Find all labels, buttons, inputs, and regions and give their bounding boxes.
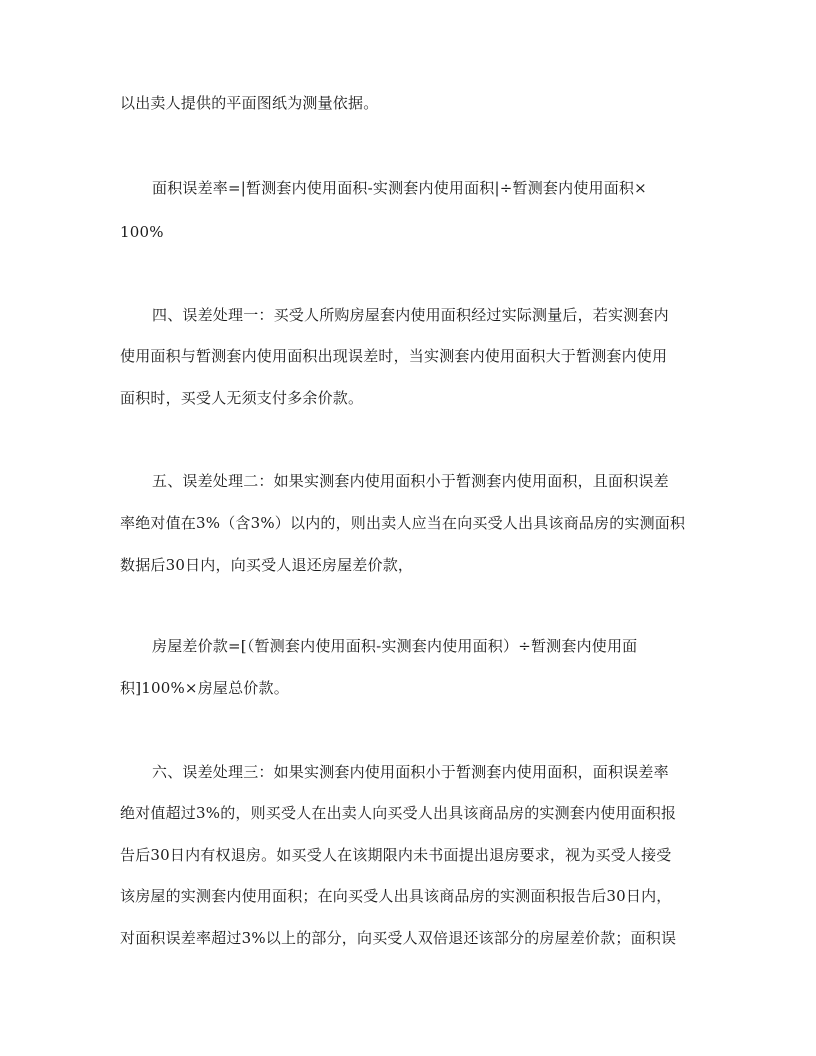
text-line: 使用面积与暂测套内使用面积出现误差时，当实测套内使用面积大于暂测套内使用	[120, 347, 668, 365]
formula-line: 面积误差率=|暂测套内使用面积-实测套内使用面积|÷暂测套内使用面积×	[152, 179, 647, 197]
text-line: 对面积误差率超过3%以上的部分，向买受人双倍退还该部分的房屋差价款；面积误	[120, 929, 677, 947]
text-line: 告后30日内有权退房。如买受人在该期限内未书面提出退房要求，视为买受人接受	[120, 846, 672, 864]
text-line: 绝对值超过3%的，则买受人在出卖人向买受人出具该商品房的实测套内使用面积报	[120, 804, 677, 822]
formula-line-continued: 积]100%×房屋总价款。	[120, 679, 289, 697]
text-line: 该房屋的实测套内使用面积；在向买受人出具该商品房的实测面积报告后30日内，	[120, 887, 672, 905]
section-five-heading-line: 五、误差处理二：如果实测套内使用面积小于暂测套内使用面积，且面积误差	[152, 472, 669, 490]
formula-line-continued: 100%	[120, 223, 164, 241]
text-line: 以出卖人提供的平面图纸为测量依据。	[120, 94, 379, 112]
text-line: 率绝对值在3%（含3%）以内的，则出卖人应当在向买受人出具该商品房的实测面积	[120, 514, 686, 532]
formula-line: 房屋差价款=[（暂测套内使用面积-实测套内使用面积）÷暂测套内使用面	[152, 637, 638, 655]
text-line: 数据后30日内，向买受人退还房屋差价款，	[120, 556, 414, 574]
text-line: 面积时，买受人无须支付多余价款。	[120, 389, 364, 407]
section-four-heading-line: 四、误差处理一：买受人所购房屋套内使用面积经过实际测量后，若实测套内	[152, 306, 669, 324]
section-six-heading-line: 六、误差处理三：如果实测套内使用面积小于暂测套内使用面积，面积误差率	[152, 763, 669, 781]
